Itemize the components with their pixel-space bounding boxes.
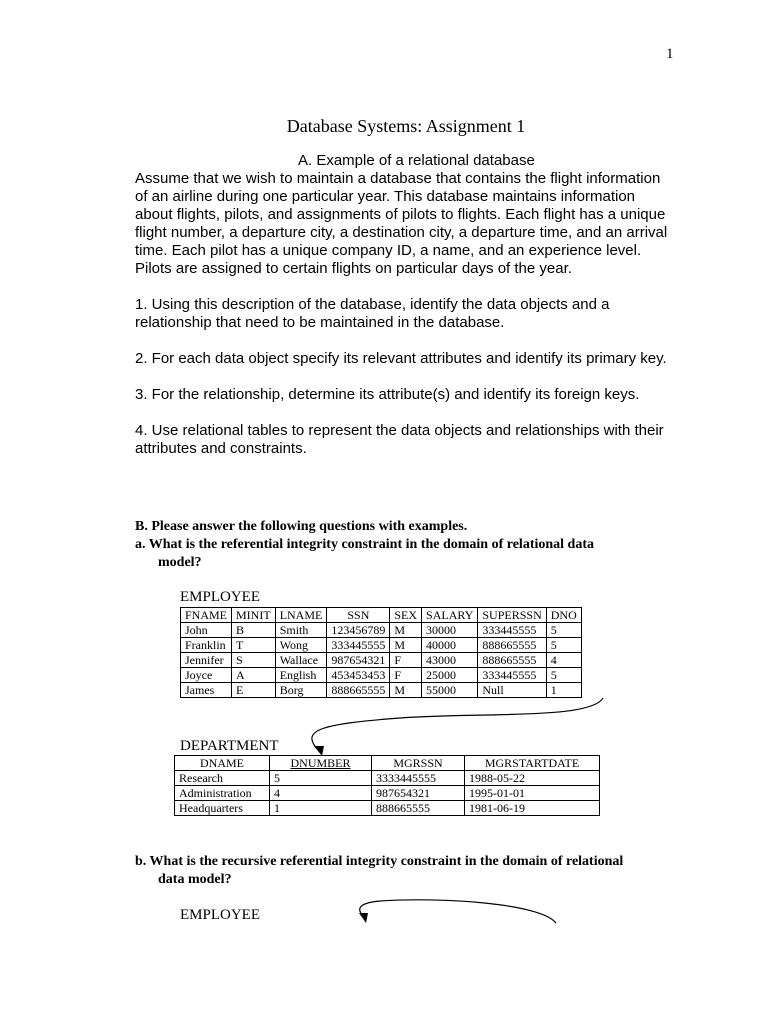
question-4: 4. Use relational tables to represent the data objects and relationships with their attributes and constraints. [135,422,664,457]
section-b [135,518,695,572]
column-header: SSN [327,608,390,623]
table-cell: Smith [275,623,327,638]
table-cell: 4 [546,653,581,668]
table-cell: Headquarters [175,801,270,816]
question-b-b-line1: b. What is the recursive referential integrity constraint in the domain of relational [135,854,624,869]
table-cell: F [390,668,422,683]
table-row [181,623,582,638]
table-cell: 5 [546,668,581,683]
table-cell: 333445555 [478,668,546,683]
table-cell: M [390,638,422,653]
table-row [181,668,582,683]
table-cell: Wallace [275,653,327,668]
table-cell: 3333445555 [372,771,465,786]
section-b-heading: B. Please answer the following questions with examples. [135,519,468,534]
table-cell: 1 [270,801,372,816]
recursive-reference-arrow [350,895,565,935]
table-cell: John [181,623,232,638]
page-number: 1 [666,46,674,62]
table-cell: 25000 [422,668,478,683]
table-cell: Franklin [181,638,232,653]
table-cell: James [181,683,232,698]
table-cell: 43000 [422,653,478,668]
table-cell: English [275,668,327,683]
employee-table [180,607,582,698]
column-header: MINIT [232,608,276,623]
column-header: DNUMBER [270,756,372,771]
table-cell: 4 [270,786,372,801]
table-cell: T [232,638,276,653]
column-header: DNAME [175,756,270,771]
table-cell: 1988-05-22 [465,771,600,786]
section-a [135,152,675,458]
question-1: 1. Using this description of the database, identify the data objects and a relationship that need to be maintained in the database. [135,296,610,331]
table-cell: Research [175,771,270,786]
section-a-intro: Assume that we wish to maintain a database that contains the flight information of an airline during one particular year. This database maintains information about flights, pilots, and assignments of pilots to flights. Each flight has a unique flight number, a departure city, a destination city, a departure time, and an arrival time. Each pilot has a unique company ID, a name, and an experience level. Pilots are assigned to certain flights on particular days of the year. [135,170,668,277]
question-b-a-line1: a. What is the referential integrity constraint in the domain of relational data [135,537,594,552]
table-cell: Joyce [181,668,232,683]
section-b-question-b [135,853,695,889]
table-cell: E [232,683,276,698]
table-cell: Borg [275,683,327,698]
question-2: 2. For each data object specify its relevant attributes and identify its primary key. [135,350,667,367]
table-cell: 1995-01-01 [465,786,600,801]
column-header: DNO [546,608,581,623]
table-cell: 888665555 [478,638,546,653]
table-header-row [181,608,582,623]
column-header: SEX [390,608,422,623]
employee-label-b: EMPLOYEE [180,907,260,923]
table-cell: 453453453 [327,668,390,683]
employee-table-label: EMPLOYEE [180,589,260,605]
table-cell: M [390,683,422,698]
table-row [175,786,600,801]
table-cell: B [232,623,276,638]
department-table-label: DEPARTMENT [180,738,279,754]
table-cell: 888665555 [327,683,390,698]
table-cell: M [390,623,422,638]
foreign-key-arrow-dno-to-dnumber [290,690,620,760]
table-cell: 888665555 [478,653,546,668]
table-cell: Wong [275,638,327,653]
table-cell: 55000 [422,683,478,698]
column-header: MGRSSN [372,756,465,771]
table-cell: 987654321 [372,786,465,801]
question-b-a-line2: model? [158,555,202,570]
column-header: FNAME [181,608,232,623]
table-row [181,653,582,668]
table-cell: F [390,653,422,668]
column-header: MGRSTARTDATE [465,756,600,771]
table-cell: 5 [546,623,581,638]
column-header: SUPERSSN [478,608,546,623]
page-title: Database Systems: Assignment 1 [286,116,526,136]
table-cell: A [232,668,276,683]
table-row [175,771,600,786]
question-3: 3. For the relationship, determine its attribute(s) and identify its foreign keys. [135,386,640,403]
department-table [174,755,600,816]
table-cell: 1 [546,683,581,698]
table-cell: 1981-06-19 [465,801,600,816]
table-cell: 5 [546,638,581,653]
table-cell: 30000 [422,623,478,638]
table-cell: 333445555 [327,638,390,653]
table-cell: 333445555 [478,623,546,638]
section-a-heading: A. Example of a relational database [298,152,535,169]
table-cell: Null [478,683,546,698]
question-b-b-line2: data model? [158,872,232,887]
table-header-row [175,756,600,771]
table-cell: 888665555 [372,801,465,816]
table-cell: Administration [175,786,270,801]
table-row [181,638,582,653]
column-header: LNAME [275,608,327,623]
table-row [175,801,600,816]
table-cell: S [232,653,276,668]
table-cell: 987654321 [327,653,390,668]
table-cell: 40000 [422,638,478,653]
table-cell: 5 [270,771,372,786]
table-cell: Jennifer [181,653,232,668]
table-cell: 123456789 [327,623,390,638]
column-header: SALARY [422,608,478,623]
